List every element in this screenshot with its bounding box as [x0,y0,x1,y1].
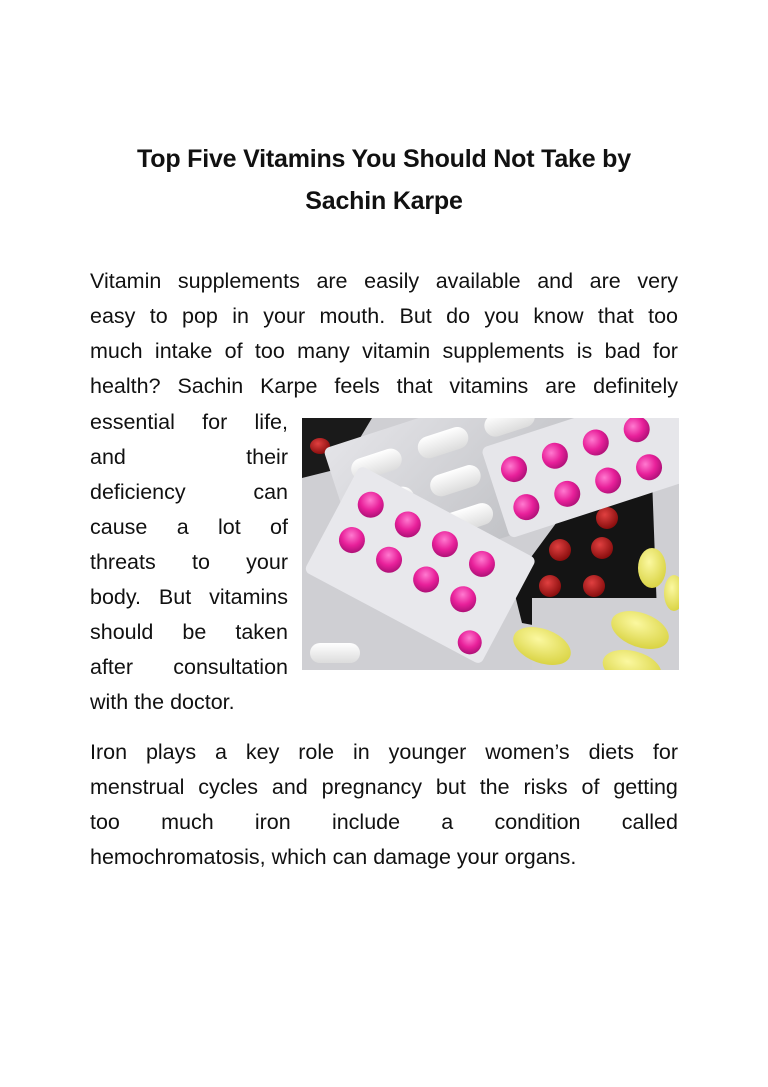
text-line: threats to your [90,550,288,574]
paragraph-intro-wrapped [90,405,288,720]
text-line: should be taken [90,620,288,644]
text-line: much intake of too many vitamin supplements is bad for [90,339,678,363]
text-line: menstrual cycles and pregnancy but the risks of getting [90,775,678,799]
text-line: Iron plays a key role in younger women’s diets for [90,740,678,764]
text-line: cause a lot of [90,515,288,539]
page-title [90,138,678,222]
paragraph-iron [90,735,678,875]
text-line: after consultation [90,655,288,679]
pills-photo [302,418,679,670]
text-line: too much iron include a condition called [90,810,678,834]
text-line: body. But vitamins [90,585,288,609]
text-line: health? Sachin Karpe feels that vitamins are definitely [90,374,678,398]
text-line: hemochromatosis, which can damage your organs. [90,845,577,869]
text-line: deficiency can [90,480,288,504]
title-line-2: Sachin Karpe [305,187,463,215]
text-line: Vitamin supplements are easily available and are very [90,269,678,293]
paragraph-intro [90,264,678,404]
title-line-1: Top Five Vitamins You Should Not Take by [137,145,631,173]
text-line: essential for life, [90,410,288,434]
text-line: and their [90,445,288,469]
pills-illustration [302,418,679,670]
text-line: with the doctor. [90,690,235,714]
text-line: easy to pop in your mouth. But do you know that too [90,304,678,328]
